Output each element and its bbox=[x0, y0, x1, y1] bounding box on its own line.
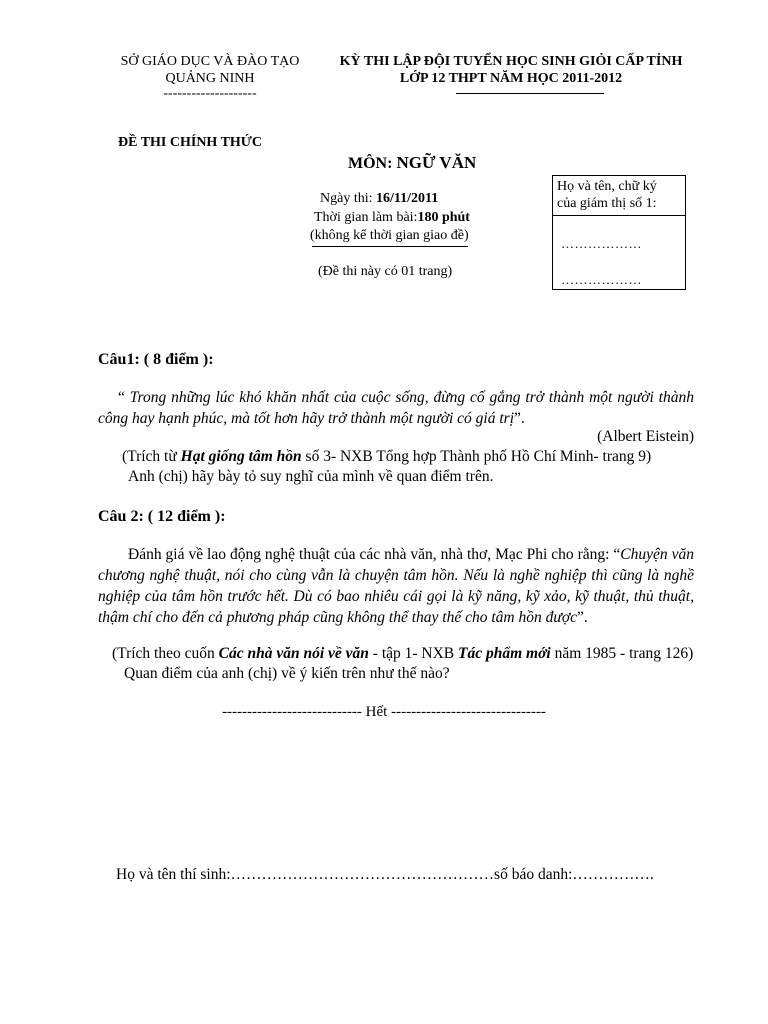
question2-task: Quan điểm của anh (chị) về ý kiến trên như thế nào? bbox=[124, 665, 450, 682]
candidate-id-label: số báo danh: bbox=[494, 866, 573, 883]
duration-value: 180 phút bbox=[417, 210, 470, 225]
q1-source-book: Hạt giống tâm hồn bbox=[180, 448, 302, 465]
question1-source bbox=[122, 448, 651, 466]
end-marker: ---------------------------- Hết ------------------------------- bbox=[222, 704, 546, 720]
question1-task: Anh (chị) hãy bày tỏ suy nghĩ của mình về quan điểm trên. bbox=[128, 468, 494, 485]
question1-author: (Albert Eistein) bbox=[597, 428, 694, 445]
question2-source bbox=[112, 645, 693, 663]
duration-note: (không kể thời gian giao đề) bbox=[310, 228, 469, 243]
subject-name: NGỮ VĂN bbox=[396, 153, 477, 172]
exam-title-line1: KỲ THI LẬP ĐỘI TUYỂN HỌC SINH GIỎI CẤP TỈNH bbox=[339, 54, 683, 69]
candidate-id-dots: ……………. bbox=[572, 866, 654, 883]
date-value: 16/11/2011 bbox=[376, 191, 439, 206]
question1-heading: Câu1: ( 8 điểm ): bbox=[98, 351, 214, 368]
q2-source-publisher: Tác phẩm mới bbox=[458, 645, 551, 662]
examiner-dots-2: ……………… bbox=[561, 272, 642, 287]
candidate-info-line bbox=[116, 866, 654, 884]
q2-quote-text: Chuyện văn chương nghệ thuật, nói cho cùng vẫn là chuyện tâm hồn. Nếu là nghề nghiệp thì cũng là nghề nghiệp của tâm hồn trước hết. Dù có bao nhiêu cái gọi là kỹ năng, kỹ xảo, kỹ thuật, thủ thuật, thậm chí cho đến cả phương pháp cũng không thể thay thế cho tâm hồn được bbox=[98, 546, 694, 626]
question1-quote bbox=[98, 387, 694, 429]
department-dashes: -------------------- bbox=[163, 86, 257, 101]
title-underline bbox=[456, 93, 604, 94]
question2-heading: Câu 2: ( 12 điểm ): bbox=[98, 508, 226, 525]
exam-date bbox=[320, 191, 438, 207]
question2-body bbox=[98, 544, 694, 628]
candidate-name-label: Họ và tên thí sinh: bbox=[116, 866, 231, 883]
department-name: SỞ GIÁO DỤC VÀ ĐÀO TẠO bbox=[120, 54, 300, 69]
candidate-name-dots: …………………………………………… bbox=[230, 866, 495, 883]
subject-label: MÔN: bbox=[348, 155, 393, 172]
exam-duration bbox=[314, 210, 470, 226]
duration-label: Thời gian làm bài: bbox=[314, 210, 418, 225]
examiner-box-line2: của giám thị số 1: bbox=[557, 196, 657, 211]
q2-source-post: năm 1985 - trang 126) bbox=[550, 645, 694, 662]
q2-source-mid: - tập 1- NXB bbox=[368, 645, 459, 662]
q1-quote-open: “ bbox=[118, 389, 130, 406]
date-label: Ngày thi: bbox=[320, 191, 376, 206]
duration-note-underline bbox=[312, 246, 468, 247]
q1-quote-close: ”. bbox=[514, 410, 525, 427]
examiner-box-line1: Họ và tên, chữ ký bbox=[557, 179, 657, 194]
q1-quote-text: Trong những lúc khó khăn nhất của cuộc sống, đừng cố gắng trở thành một người thành công hay hạnh phúc, mà tốt hơn hãy trở thành một người có giá trị bbox=[98, 389, 694, 427]
q2-quote-close: ”. bbox=[576, 609, 588, 626]
exam-title-line2: LỚP 12 THPT NĂM HỌC 2011-2012 bbox=[399, 71, 623, 86]
q2-source-pre: (Trích theo cuốn bbox=[112, 645, 219, 662]
q2-source-book: Các nhà văn nói về văn bbox=[218, 645, 369, 662]
examiner-box-header bbox=[553, 176, 685, 216]
q2-intro: Đánh giá về lao động nghệ thuật của các nhà văn, nhà thơ, Mạc Phi cho rằng: “ bbox=[128, 546, 621, 563]
q1-source-pre: (Trích từ bbox=[122, 448, 181, 465]
page-count-note: (Đề thi này có 01 trang) bbox=[318, 264, 453, 279]
examiner-dots-1: ……………… bbox=[561, 236, 642, 251]
subject-line bbox=[348, 153, 476, 173]
q1-source-post: số 3- NXB Tổng hợp Thành phố Hồ Chí Minh- trang 9) bbox=[301, 448, 652, 465]
province-name: QUẢNG NINH bbox=[165, 71, 255, 86]
examiner-signature-box bbox=[552, 175, 686, 290]
official-label: ĐỀ THI CHÍNH THỨC bbox=[118, 135, 263, 150]
